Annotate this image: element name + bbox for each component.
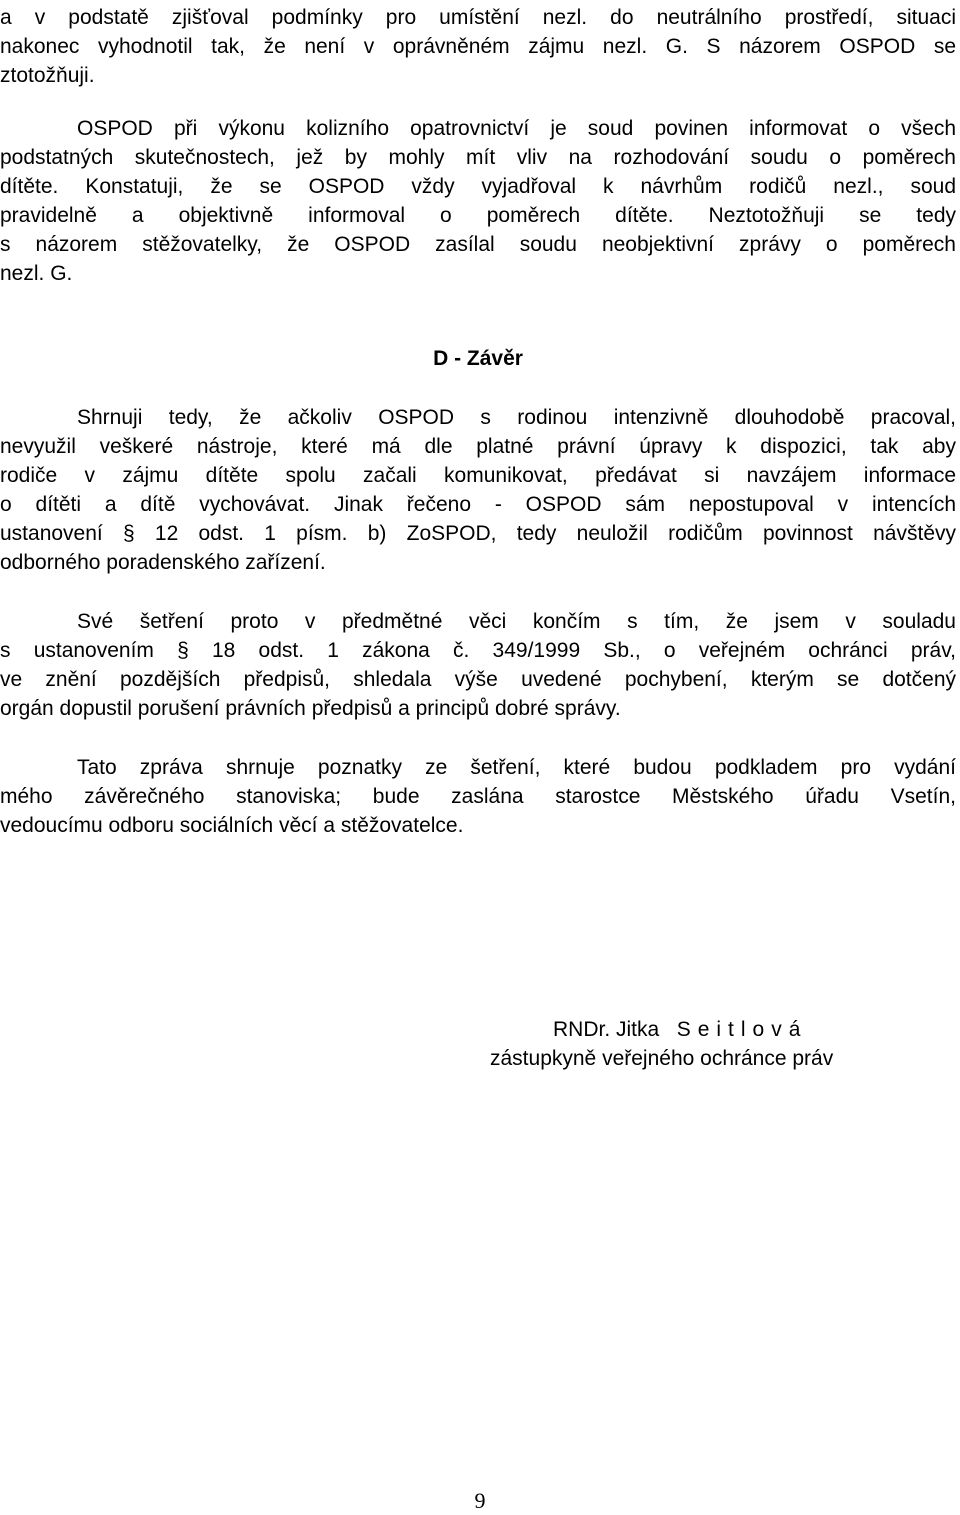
signature-title: RNDr. Jitka	[553, 1018, 660, 1041]
paragraph-line: nezl. G.	[0, 262, 73, 285]
paragraph-line: nevyužil veškeré nástroje, které má dle platné právní úpravy k dispozici, tak aby	[0, 435, 956, 458]
paragraph-line: ztotožňuji.	[0, 64, 95, 87]
paragraph-conclusion	[0, 607, 956, 723]
paragraph-line: pravidelně a objektivně informoval o poměrech dítěte. Neztotožňuji se tedy	[0, 204, 956, 227]
paragraph-continuation	[0, 3, 956, 90]
signature-name	[553, 1015, 807, 1044]
paragraph-summary	[0, 403, 956, 577]
signature-surname: Seitlová	[676, 1018, 808, 1041]
paragraph-line: Shrnuji tedy, že ačkoliv OSPOD s rodinou intenzivně dlouhodobě pracoval,	[77, 406, 956, 429]
paragraph-line: o dítěti a dítě vychovávat. Jinak řečeno - OSPOD sám nepostupoval v intencích	[0, 493, 956, 516]
paragraph-line: ve znění pozdějších předpisů, shledala výše uvedené pochybení, kterým se dotčený	[0, 668, 956, 691]
paragraph-line: mého závěrečného stanoviska; bude zaslána starostce Městského úřadu Vsetín,	[0, 785, 956, 808]
paragraph-report-note	[0, 753, 956, 840]
paragraph-line: s ustanovením § 18 odst. 1 zákona č. 349/1999 Sb., o veřejném ochránci práv,	[0, 639, 956, 662]
paragraph-line: podstatných skutečnostech, jež by mohly mít vliv na rozhodování soudu o poměrech	[0, 146, 956, 169]
signature-role: zástupkyně veřejného ochránce práv	[490, 1047, 834, 1070]
paragraph-line: orgán dopustil porušení právních předpisů a principů dobré správy.	[0, 697, 621, 720]
paragraph-line: odborného poradenského zařízení.	[0, 551, 326, 574]
paragraph-line: rodiče v zájmu dítěte spolu začali komunikovat, předávat si navzájem informace	[0, 464, 956, 487]
paragraph-line: a v podstatě zjišťoval podmínky pro umístění nezl. do neutrálního prostředí, situaci	[0, 6, 956, 29]
paragraph-line: Tato zpráva shrnuje poznatky ze šetření, které budou podkladem pro vydání	[77, 756, 956, 779]
paragraph-line: OSPOD při výkonu kolizního opatrovnictví je soud povinen informovat o všech	[77, 117, 956, 140]
paragraph-line: s názorem stěžovatelky, že OSPOD zasílal soudu neobjektivní zprávy o poměrech	[0, 233, 956, 256]
page-number: 9	[474, 1488, 486, 1513]
paragraph-line: vedoucímu odboru sociálních věcí a stěžovatelce.	[0, 814, 464, 837]
section-heading: D - Závěr	[433, 347, 523, 370]
paragraph-line: dítěte. Konstatuji, že se OSPOD vždy vyjadřoval k návrhům rodičů nezl., soud	[0, 175, 956, 198]
paragraph-line: ustanovení § 12 odst. 1 písm. b) ZoSPOD, tedy neuložil rodičům povinnost návštěvy	[0, 522, 956, 545]
paragraph-line: Své šetření proto v předmětné věci končím s tím, že jsem v souladu	[77, 610, 956, 633]
paragraph-ospod-court	[0, 114, 956, 288]
paragraph-line: nakonec vyhodnotil tak, že není v oprávněném zájmu nezl. G. S názorem OSPOD se	[0, 35, 956, 58]
